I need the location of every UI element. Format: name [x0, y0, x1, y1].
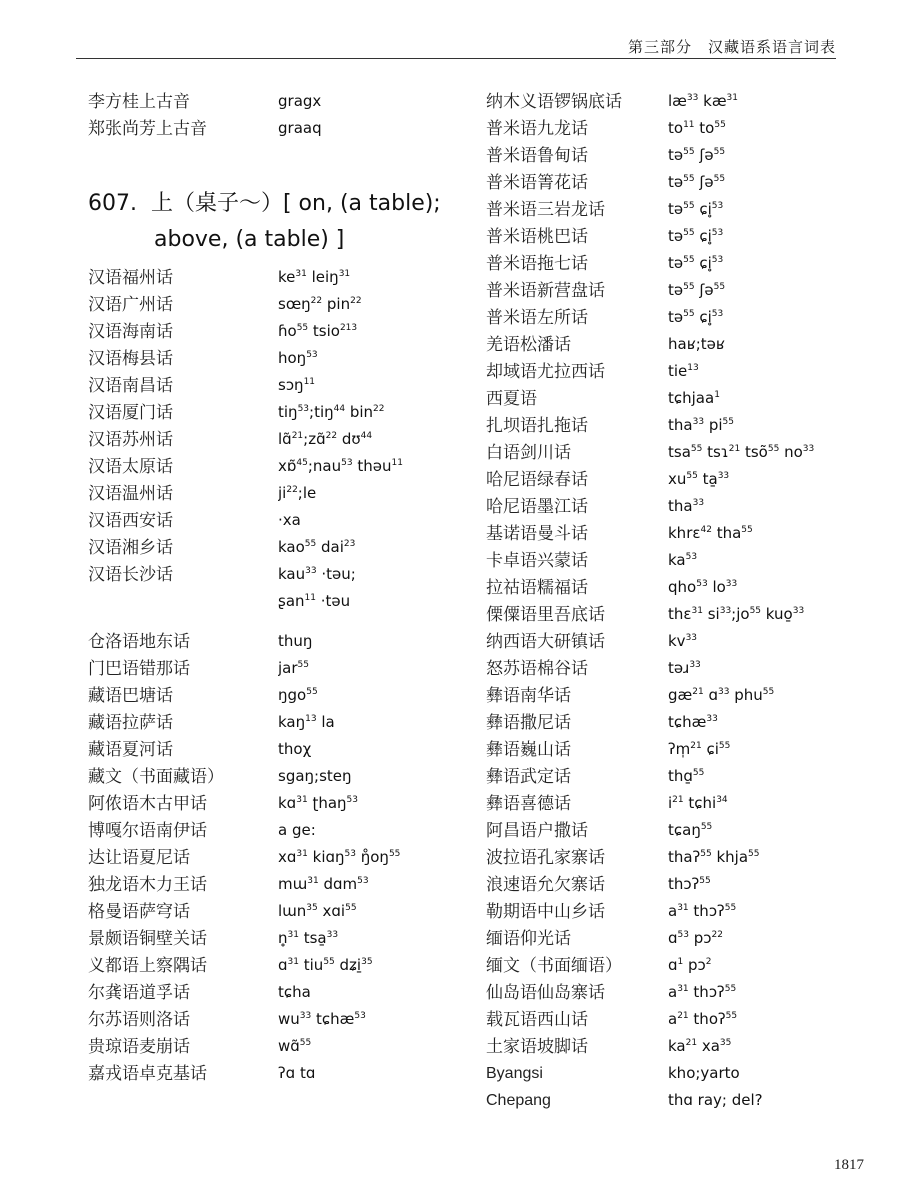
word-form: wɑ̃$^{55}$ [278, 1037, 312, 1055]
list-item [486, 979, 876, 1006]
language-name: 普米语九龙话 [486, 119, 588, 138]
list-item [486, 790, 876, 817]
word-form: tə$^{55}$ ʃə$^{55}$ [668, 146, 726, 164]
word-form: $a^{31}$ thɔʔ$^{55}$ [668, 983, 737, 1001]
language-name: Chepang [486, 1092, 551, 1109]
word-form: thɔʔ$^{55}$ [668, 875, 711, 893]
language-name: 独龙语木力王话 [88, 875, 207, 894]
language-name: 纳西语大研镇话 [486, 632, 605, 651]
list-item [88, 426, 478, 453]
word-form: tha$^{33}$ [668, 497, 705, 515]
word-form: ɑ$^{53}$ pɔ$^{22}$ [668, 929, 723, 947]
word-form: tə$^{55}$ ɕi̥$^{53}$ [668, 227, 724, 245]
list-item [88, 399, 478, 426]
word-form: tha$^{33}$ $pi^{55}$ [668, 416, 734, 434]
word-form: $ji^{22};le$ [278, 484, 317, 502]
word-form: xɑ$^{31}$ kiɑŋ$^{53}$ $ŋ̊oŋ^{55}$ [278, 848, 401, 866]
language-name: 载瓦语西山话 [486, 1010, 588, 1029]
word-form: tə$^{55}$ ʃə$^{55}$ [668, 173, 726, 191]
entry-head: 上（桌子～）[ on, (a table); [150, 191, 441, 216]
word-form: kho;yarto [668, 1064, 740, 1082]
list-item [486, 736, 876, 763]
word-form: qho$^{53}$ $lo^{33}$ [668, 578, 738, 596]
list-item [486, 277, 876, 304]
list-item [486, 439, 876, 466]
entry-heading [88, 186, 478, 258]
list-item [88, 1060, 478, 1087]
list-item [88, 115, 478, 142]
language-name: 格曼语萨穹话 [88, 902, 190, 921]
language-name: 普米语拖七话 [486, 254, 588, 273]
word-form: ʔɑ tɑ [278, 1064, 316, 1082]
list-item [486, 169, 876, 196]
language-name: 汉语温州话 [88, 484, 173, 503]
running-head-title: 汉藏语系语言词表 [707, 40, 836, 56]
word-form: $ka^{21}$ $xa^{35}$ [668, 1037, 732, 1055]
language-name: 汉语福州话 [88, 268, 173, 287]
list-item [88, 588, 478, 615]
list-item [88, 628, 478, 655]
language-name: 义都语上察隅话 [88, 956, 207, 975]
page-number: 1817 [834, 1157, 864, 1173]
list-item [486, 223, 876, 250]
word-form: tie$^{13}$ [668, 362, 699, 380]
list-item [88, 925, 478, 952]
language-name: 普米语三岩龙话 [486, 200, 605, 219]
list-item [486, 196, 876, 223]
list-item [486, 925, 876, 952]
list-item [486, 628, 876, 655]
list-item [88, 318, 478, 345]
language-name: 阿侬语木古甲话 [88, 794, 207, 813]
language-name: 傈僳语里吾底话 [486, 605, 605, 624]
language-name: 彝语撒尼话 [486, 713, 571, 732]
word-form: kao$^{55}$ dai$^{23}$ [278, 538, 356, 556]
language-name: 怒苏语棉谷话 [486, 659, 588, 678]
language-name: 彝语武定话 [486, 767, 571, 786]
word-form: sgaŋ;steŋ [278, 767, 352, 785]
language-name: 汉语海南话 [88, 322, 173, 341]
list-item [486, 655, 876, 682]
language-name: 纳木义语锣锅底话 [486, 92, 622, 111]
language-name: 仙岛语仙岛寨话 [486, 983, 605, 1002]
word-form: n̥$^{31}$ tsa̱$^{33}$ [278, 929, 339, 947]
language-name: 基诺语曼斗话 [486, 524, 588, 543]
word-form: mɯ$^{31}$ dɑm$^{53}$ [278, 875, 369, 893]
word-form: $ke^{31}$ leiŋ$^{31}$ [278, 268, 351, 286]
language-name: 藏语夏河话 [88, 740, 173, 759]
word-form: ·xa [278, 511, 301, 529]
word-form: tə$^{55}$ ɕi̥$^{53}$ [668, 254, 724, 272]
word-form: tə$^{55}$ ɕi̥$^{53}$ [668, 200, 724, 218]
word-form: $gæ^{21}$ ɑ$^{33}$ phu$^{55}$ [668, 686, 775, 704]
language-name: 汉语厦门话 [88, 403, 173, 422]
language-name: 彝语喜德话 [486, 794, 571, 813]
word-form: $a^{31}$ thɔʔ$^{55}$ [668, 902, 737, 920]
word-form: a ge: [278, 821, 316, 839]
word-form: ɦo$^{55}$ tsio$^{213}$ [278, 322, 358, 340]
word-form: ʂan$^{11}$ ·təu [278, 592, 351, 610]
language-name: 门巴语错那话 [88, 659, 190, 678]
word-form: graaq [278, 119, 322, 137]
list-item [486, 1006, 876, 1033]
language-name: 波拉语孔家寨话 [486, 848, 605, 867]
list-item [88, 736, 478, 763]
list-item [88, 790, 478, 817]
word-form: khrɛ$^{42}$ tha$^{55}$ [668, 524, 753, 542]
word-form: lɯn$^{35}$ xɑi$^{55}$ [278, 902, 357, 920]
list-item [88, 1033, 478, 1060]
list-item [88, 979, 478, 1006]
entry-head-continuation: above, (a table) ] [154, 227, 345, 252]
word-form: thoχ [278, 740, 312, 758]
language-name: 哈尼语绿春话 [486, 470, 588, 489]
group-spacer [88, 615, 478, 628]
word-form: $læ^{33}$ $kæ^{31}$ [668, 92, 738, 110]
list-item [486, 331, 876, 358]
list-item [88, 682, 478, 709]
header-divider [76, 58, 836, 59]
word-form: sœŋ$^{22}$ pin$^{22}$ [278, 295, 362, 313]
language-name: 贵琼语麦崩话 [88, 1037, 190, 1056]
word-form: haʁ;təʁ [668, 335, 725, 353]
list-item [486, 88, 876, 115]
running-head-part: 第三部分 [627, 40, 692, 56]
list-item [486, 250, 876, 277]
language-name: 景颇语铜壁关话 [88, 929, 207, 948]
word-form: thɑ̱$^{55}$ [668, 767, 705, 785]
word-form: tə$^{55}$ ɕi̥$^{53}$ [668, 308, 724, 326]
word-form: təɹ$^{33}$ [668, 659, 701, 677]
word-form: ɑ$^{31}$ tiu$^{55}$ dʑi̱$^{35}$ [278, 956, 373, 974]
word-form: $a^{21}$ thoʔ$^{55}$ [668, 1010, 738, 1028]
language-name: 彝语南华话 [486, 686, 571, 705]
list-item [88, 372, 478, 399]
language-name: 汉语苏州话 [88, 430, 173, 449]
list-item [486, 142, 876, 169]
list-item [88, 264, 478, 291]
word-form: gragx [278, 92, 322, 110]
list-item [486, 466, 876, 493]
language-name: 拉祜语糯福话 [486, 578, 588, 597]
word-form: tə$^{55}$ ʃə$^{55}$ [668, 281, 726, 299]
word-form: $wu^{33}$ tɕhæ$^{53}$ [278, 1010, 366, 1028]
list-item [88, 898, 478, 925]
language-name: 西夏语 [486, 389, 537, 408]
list-item [88, 871, 478, 898]
right-column [486, 88, 876, 1114]
language-name: 尔龚语道孚话 [88, 983, 190, 1002]
word-form: tiŋ$^{53}$;tiŋ$^{44}$ bin$^{22}$ [278, 403, 385, 421]
word-form: $kv^{33}$ [668, 632, 698, 650]
word-form: thɛ$^{31}$ $si^{33};jo^{55}$ kuo̱$^{33}$ [668, 605, 805, 623]
right-entry-list [486, 88, 876, 1114]
word-form: thuŋ [278, 632, 313, 650]
list-item [88, 952, 478, 979]
list-item [88, 655, 478, 682]
list-item [88, 453, 478, 480]
language-name: 羌语松潘话 [486, 335, 571, 354]
language-name: 普米语左所话 [486, 308, 588, 327]
language-name: 缅语仰光话 [486, 929, 571, 948]
language-name: 李方桂上古音 [88, 92, 190, 111]
language-name: 卡卓语兴蒙话 [486, 551, 588, 570]
list-item [88, 534, 478, 561]
list-item [486, 763, 876, 790]
word-form: thɑ ray; del? [668, 1091, 763, 1109]
word-form: $xu^{55}$ ta̱$^{33}$ [668, 470, 730, 488]
list-item [486, 844, 876, 871]
list-item [88, 507, 478, 534]
list-item [486, 385, 876, 412]
list-item [486, 601, 876, 628]
word-form: xɒ̃$^{45}$;nau$^{53}$ thəu$^{11}$ [278, 457, 403, 475]
word-form: $ka^{53}$ [668, 551, 698, 569]
language-name: 仓洛语地东话 [88, 632, 190, 651]
list-item [88, 480, 478, 507]
word-form: $i^{21}$ tɕhi$^{34}$ [668, 794, 728, 812]
language-name: 汉语西安话 [88, 511, 173, 530]
list-item [486, 115, 876, 142]
word-form: kaŋ$^{13}$ la [278, 713, 335, 731]
language-name: 普米语鲁甸话 [486, 146, 588, 165]
language-name: 藏语巴塘话 [88, 686, 173, 705]
word-form: tɕhjaa$^1$ [668, 389, 720, 407]
language-name: 嘉戎语卓克基话 [88, 1064, 207, 1083]
language-name: 勒期语中山乡话 [486, 902, 605, 921]
list-item [486, 898, 876, 925]
language-name: 汉语梅县话 [88, 349, 173, 368]
language-name: 汉语太原话 [88, 457, 173, 476]
word-form: tsa$^{55}$ tsɿ$^{21}$ tsõ$^{55}$ $no^{33}$ [668, 443, 815, 461]
entry-number: 607. [88, 191, 137, 216]
list-item [88, 709, 478, 736]
word-form: ŋgo$^{55}$ [278, 686, 318, 704]
word-form: thaʔ$^{55}$ khja$^{55}$ [668, 848, 760, 866]
word-form: sɔŋ$^{11}$ [278, 376, 316, 394]
list-item [88, 763, 478, 790]
language-name: 浪速语允欠寨话 [486, 875, 605, 894]
language-name: 尔苏语则洛话 [88, 1010, 190, 1029]
list-item [88, 561, 478, 588]
list-item [486, 1087, 876, 1114]
language-name: 普米语箐花话 [486, 173, 588, 192]
language-name: 达让语夏尼话 [88, 848, 190, 867]
list-item [88, 817, 478, 844]
language-name: 博嘎尔语南伊话 [88, 821, 207, 840]
running-head [628, 36, 836, 57]
word-form: kɑ$^{31}$ ʈhaŋ$^{53}$ [278, 794, 358, 812]
language-name: 普米语桃巴话 [486, 227, 588, 246]
list-item [88, 291, 478, 318]
list-item [486, 358, 876, 385]
list-item [486, 1060, 876, 1087]
list-item [486, 493, 876, 520]
language-name: 藏语拉萨话 [88, 713, 173, 732]
language-name: 阿昌语户撒话 [486, 821, 588, 840]
list-item [486, 1033, 876, 1060]
left-entry-list [88, 264, 478, 1087]
language-name: 汉语湘乡话 [88, 538, 173, 557]
language-name: 藏文（书面藏语） [88, 767, 224, 786]
language-name: 白语剑川话 [486, 443, 571, 462]
word-form: hoŋ$^{53}$ [278, 349, 318, 367]
language-name: 哈尼语墨江话 [486, 497, 588, 516]
list-item [486, 952, 876, 979]
list-item [486, 682, 876, 709]
word-form: kau$^{33}$ ·təu; [278, 565, 356, 583]
language-name: Byangsi [486, 1065, 543, 1082]
list-item [486, 520, 876, 547]
list-item [486, 817, 876, 844]
word-form: tɕhæ$^{33}$ [668, 713, 718, 731]
list-item [88, 88, 478, 115]
word-form: ɑ$^1$ pɔ$^2$ [668, 956, 712, 974]
list-item [88, 345, 478, 372]
word-form: ʔm̩$^{21}$ ɕi$^{55}$ [668, 740, 731, 758]
word-form: tɕha [278, 983, 311, 1001]
language-name: 汉语广州话 [88, 295, 173, 314]
list-item [88, 1006, 478, 1033]
language-name: 却域语尤拉西话 [486, 362, 605, 381]
list-item [486, 304, 876, 331]
language-name: 缅文（书面缅语） [486, 956, 622, 975]
language-name: 彝语巍山话 [486, 740, 571, 759]
word-form: $to^{11}$ $to^{55}$ [668, 119, 726, 137]
list-item [486, 871, 876, 898]
word-form: tɕaŋ$^{55}$ [668, 821, 713, 839]
list-item [486, 709, 876, 736]
language-name: 汉语南昌话 [88, 376, 173, 395]
word-form: jar$^{55}$ [278, 659, 309, 677]
left-column [88, 88, 478, 1087]
list-item [486, 574, 876, 601]
list-item [88, 844, 478, 871]
list-item [486, 547, 876, 574]
list-item [486, 412, 876, 439]
language-name: 扎坝语扎拖话 [486, 416, 588, 435]
language-name: 土家语坡脚话 [486, 1037, 588, 1056]
language-name: 郑张尚芳上古音 [88, 119, 207, 138]
word-form: lɑ̃$^{21}$;zɑ̃$^{22}$ dʊ$^{44}$ [278, 430, 373, 448]
language-name: 普米语新营盘话 [486, 281, 605, 300]
language-name: 汉语长沙话 [88, 565, 173, 584]
